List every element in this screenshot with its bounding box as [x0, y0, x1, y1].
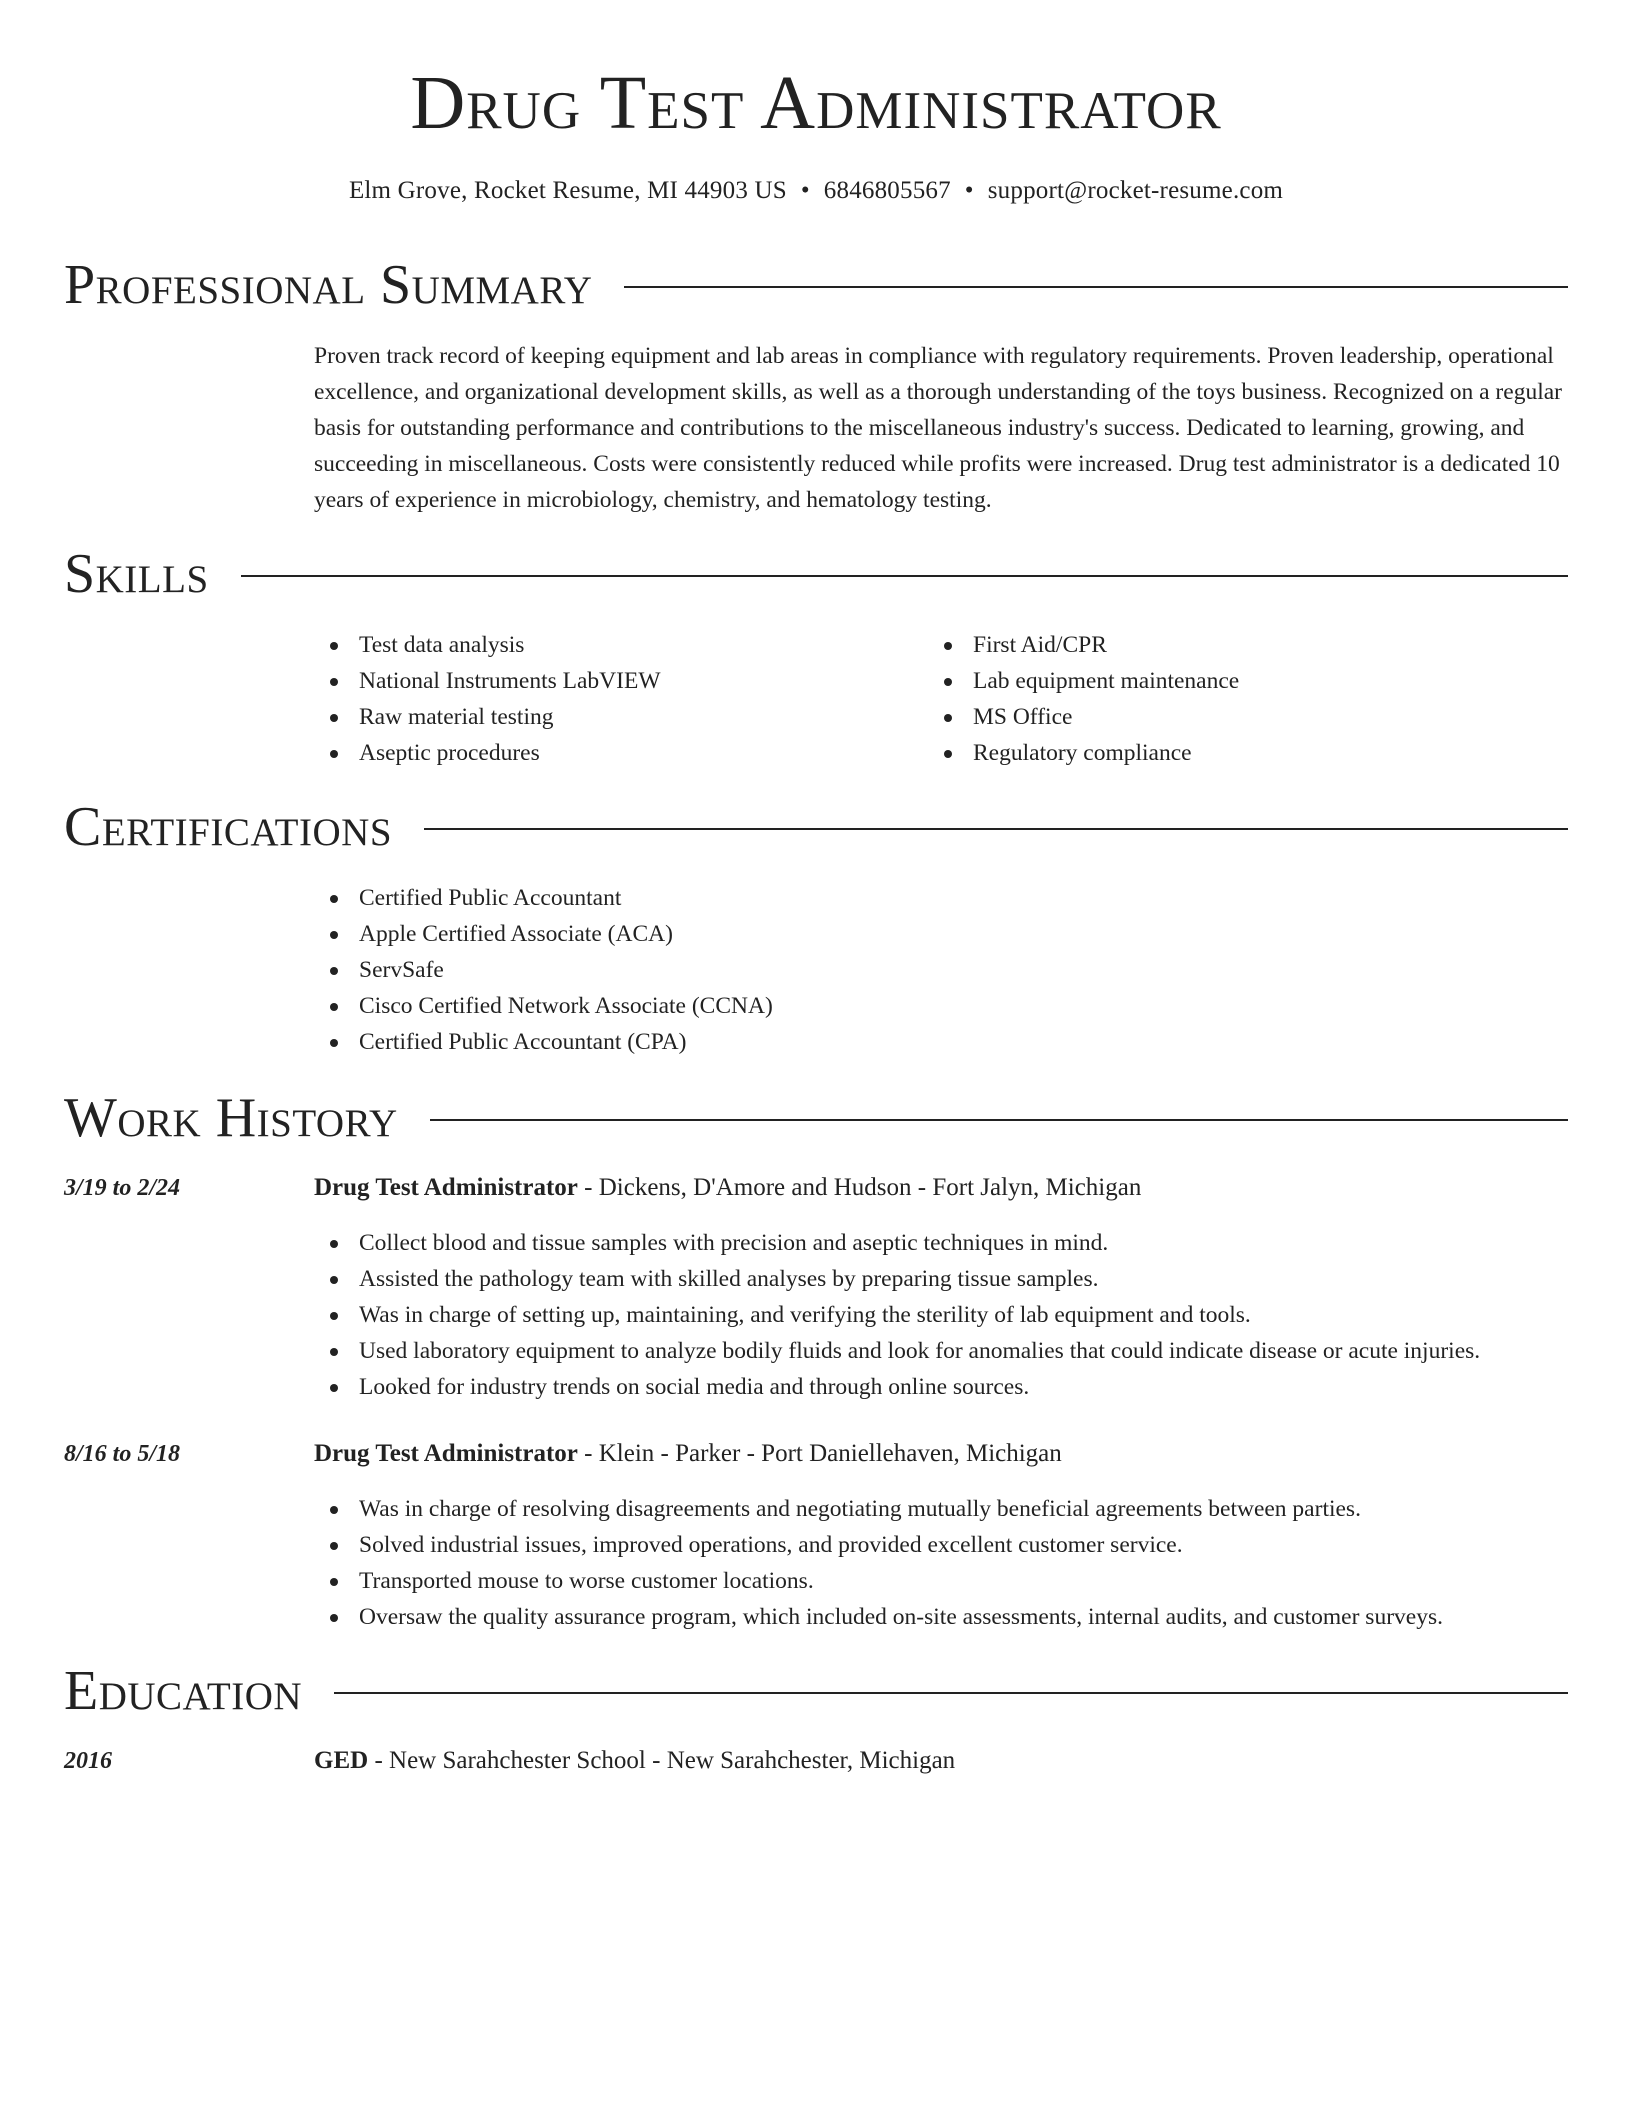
candidate-name: Drug Test Administrator — [410, 61, 1222, 145]
skill-item: Test data analysis — [314, 627, 914, 663]
contact-phone: 6846805567 — [823, 177, 951, 204]
job-employer-location: - Klein - Parker - Port Daniellehaven, Michigan — [577, 1440, 1062, 1467]
job-bullet: Looked for industry trends on social media and through online sources. — [314, 1369, 1568, 1405]
skill-item: Raw material testing — [314, 699, 914, 735]
skills-list-right — [928, 627, 1528, 771]
skill-item: MS Office — [928, 699, 1528, 735]
contact-line — [0, 174, 1632, 208]
section-header-education — [64, 1658, 1568, 1724]
contact-separator: • — [964, 177, 974, 204]
certification-item: ServSafe — [314, 952, 1568, 988]
section-header-certifications — [64, 794, 1568, 860]
section-title-work: Work History — [64, 1087, 398, 1149]
section-title-skills: Skills — [64, 543, 209, 605]
summary-text: Proven track record of keeping equipment and lab areas in compliance with regulatory requirements. Proven leadership, operational excellence, and organizational development skills, as well as a thorough understanding of the toys business. Recognized on a regular basis for outstanding performance and contributions to the miscellaneous industry's success. Dedicated to learning, growing, and succeeding in miscellaneous. Costs were consistently reduced while profits were increased. Drug test administrator is a dedicated 10 years of experience in microbiology, chemistry, and hematology testing. — [314, 343, 1562, 513]
section-header-work — [64, 1085, 1568, 1151]
section-header-skills — [64, 541, 1568, 607]
section-rule — [624, 286, 1568, 288]
job-bullet: Used laboratory equipment to analyze bodily fluids and look for anomalies that could indicate disease or acute injuries. — [314, 1333, 1568, 1369]
section-title-certifications: Certifications — [64, 796, 393, 858]
section-title-education: Education — [64, 1660, 303, 1722]
certifications-list — [314, 880, 1568, 1060]
section-rule — [334, 1692, 1568, 1694]
job-heading — [314, 1170, 1568, 1206]
job-employer-location: - Dickens, D'Amore and Hudson - Fort Jalyn, Michigan — [577, 1174, 1142, 1201]
job-bullets — [314, 1225, 1568, 1405]
job-title: Drug Test Administrator — [314, 1440, 578, 1467]
skill-item: First Aid/CPR — [928, 627, 1528, 663]
section-rule — [430, 1119, 1568, 1121]
job-heading — [314, 1436, 1568, 1472]
section-rule — [424, 828, 1568, 830]
certification-item: Cisco Certified Network Associate (CCNA) — [314, 988, 1568, 1024]
contact-address: Elm Grove, Rocket Resume, MI 44903 US — [348, 177, 787, 204]
job-bullet: Solved industrial issues, improved operations, and provided excellent customer service. — [314, 1527, 1568, 1563]
certification-item: Certified Public Accountant (CPA) — [314, 1024, 1568, 1060]
skill-item: Regulatory compliance — [928, 735, 1528, 771]
education-year: 2016 — [64, 1748, 112, 1774]
skill-item: National Instruments LabVIEW — [314, 663, 914, 699]
education-school-location: - New Sarahchester School - New Sarahchester, Michigan — [368, 1747, 956, 1774]
job-bullets — [314, 1491, 1568, 1635]
job-bullet: Assisted the pathology team with skilled analyses by preparing tissue samples. — [314, 1261, 1568, 1297]
education-heading — [314, 1743, 1568, 1779]
job-bullet: Collect blood and tissue samples with precision and aseptic techniques in mind. — [314, 1225, 1568, 1261]
job-title: Drug Test Administrator — [314, 1174, 578, 1201]
skills-list-left — [314, 627, 914, 771]
section-title-summary: Professional Summary — [64, 254, 593, 316]
section-header-summary — [64, 252, 1568, 318]
contact-email: support@rocket-resume.com — [987, 177, 1284, 204]
job-dates: 3/19 to 2/24 — [64, 1175, 181, 1201]
job-bullet: Transported mouse to worse customer locations. — [314, 1563, 1568, 1599]
skill-item: Lab equipment maintenance — [928, 663, 1528, 699]
job-bullet: Was in charge of resolving disagreements and negotiating mutually beneficial agreements between parties. — [314, 1491, 1568, 1527]
education-degree: GED — [314, 1747, 369, 1774]
job-bullet: Oversaw the quality assurance program, which included on-site assessments, internal audits, and customer surveys. — [314, 1599, 1568, 1635]
job-bullet: Was in charge of setting up, maintaining, and verifying the sterility of lab equipment and tools. — [314, 1297, 1568, 1333]
certification-item: Certified Public Accountant — [314, 880, 1568, 916]
contact-separator: • — [800, 177, 810, 204]
certification-item: Apple Certified Associate (ACA) — [314, 916, 1568, 952]
section-rule — [241, 575, 1568, 577]
job-dates: 8/16 to 5/18 — [64, 1441, 181, 1467]
skill-item: Aseptic procedures — [314, 735, 914, 771]
